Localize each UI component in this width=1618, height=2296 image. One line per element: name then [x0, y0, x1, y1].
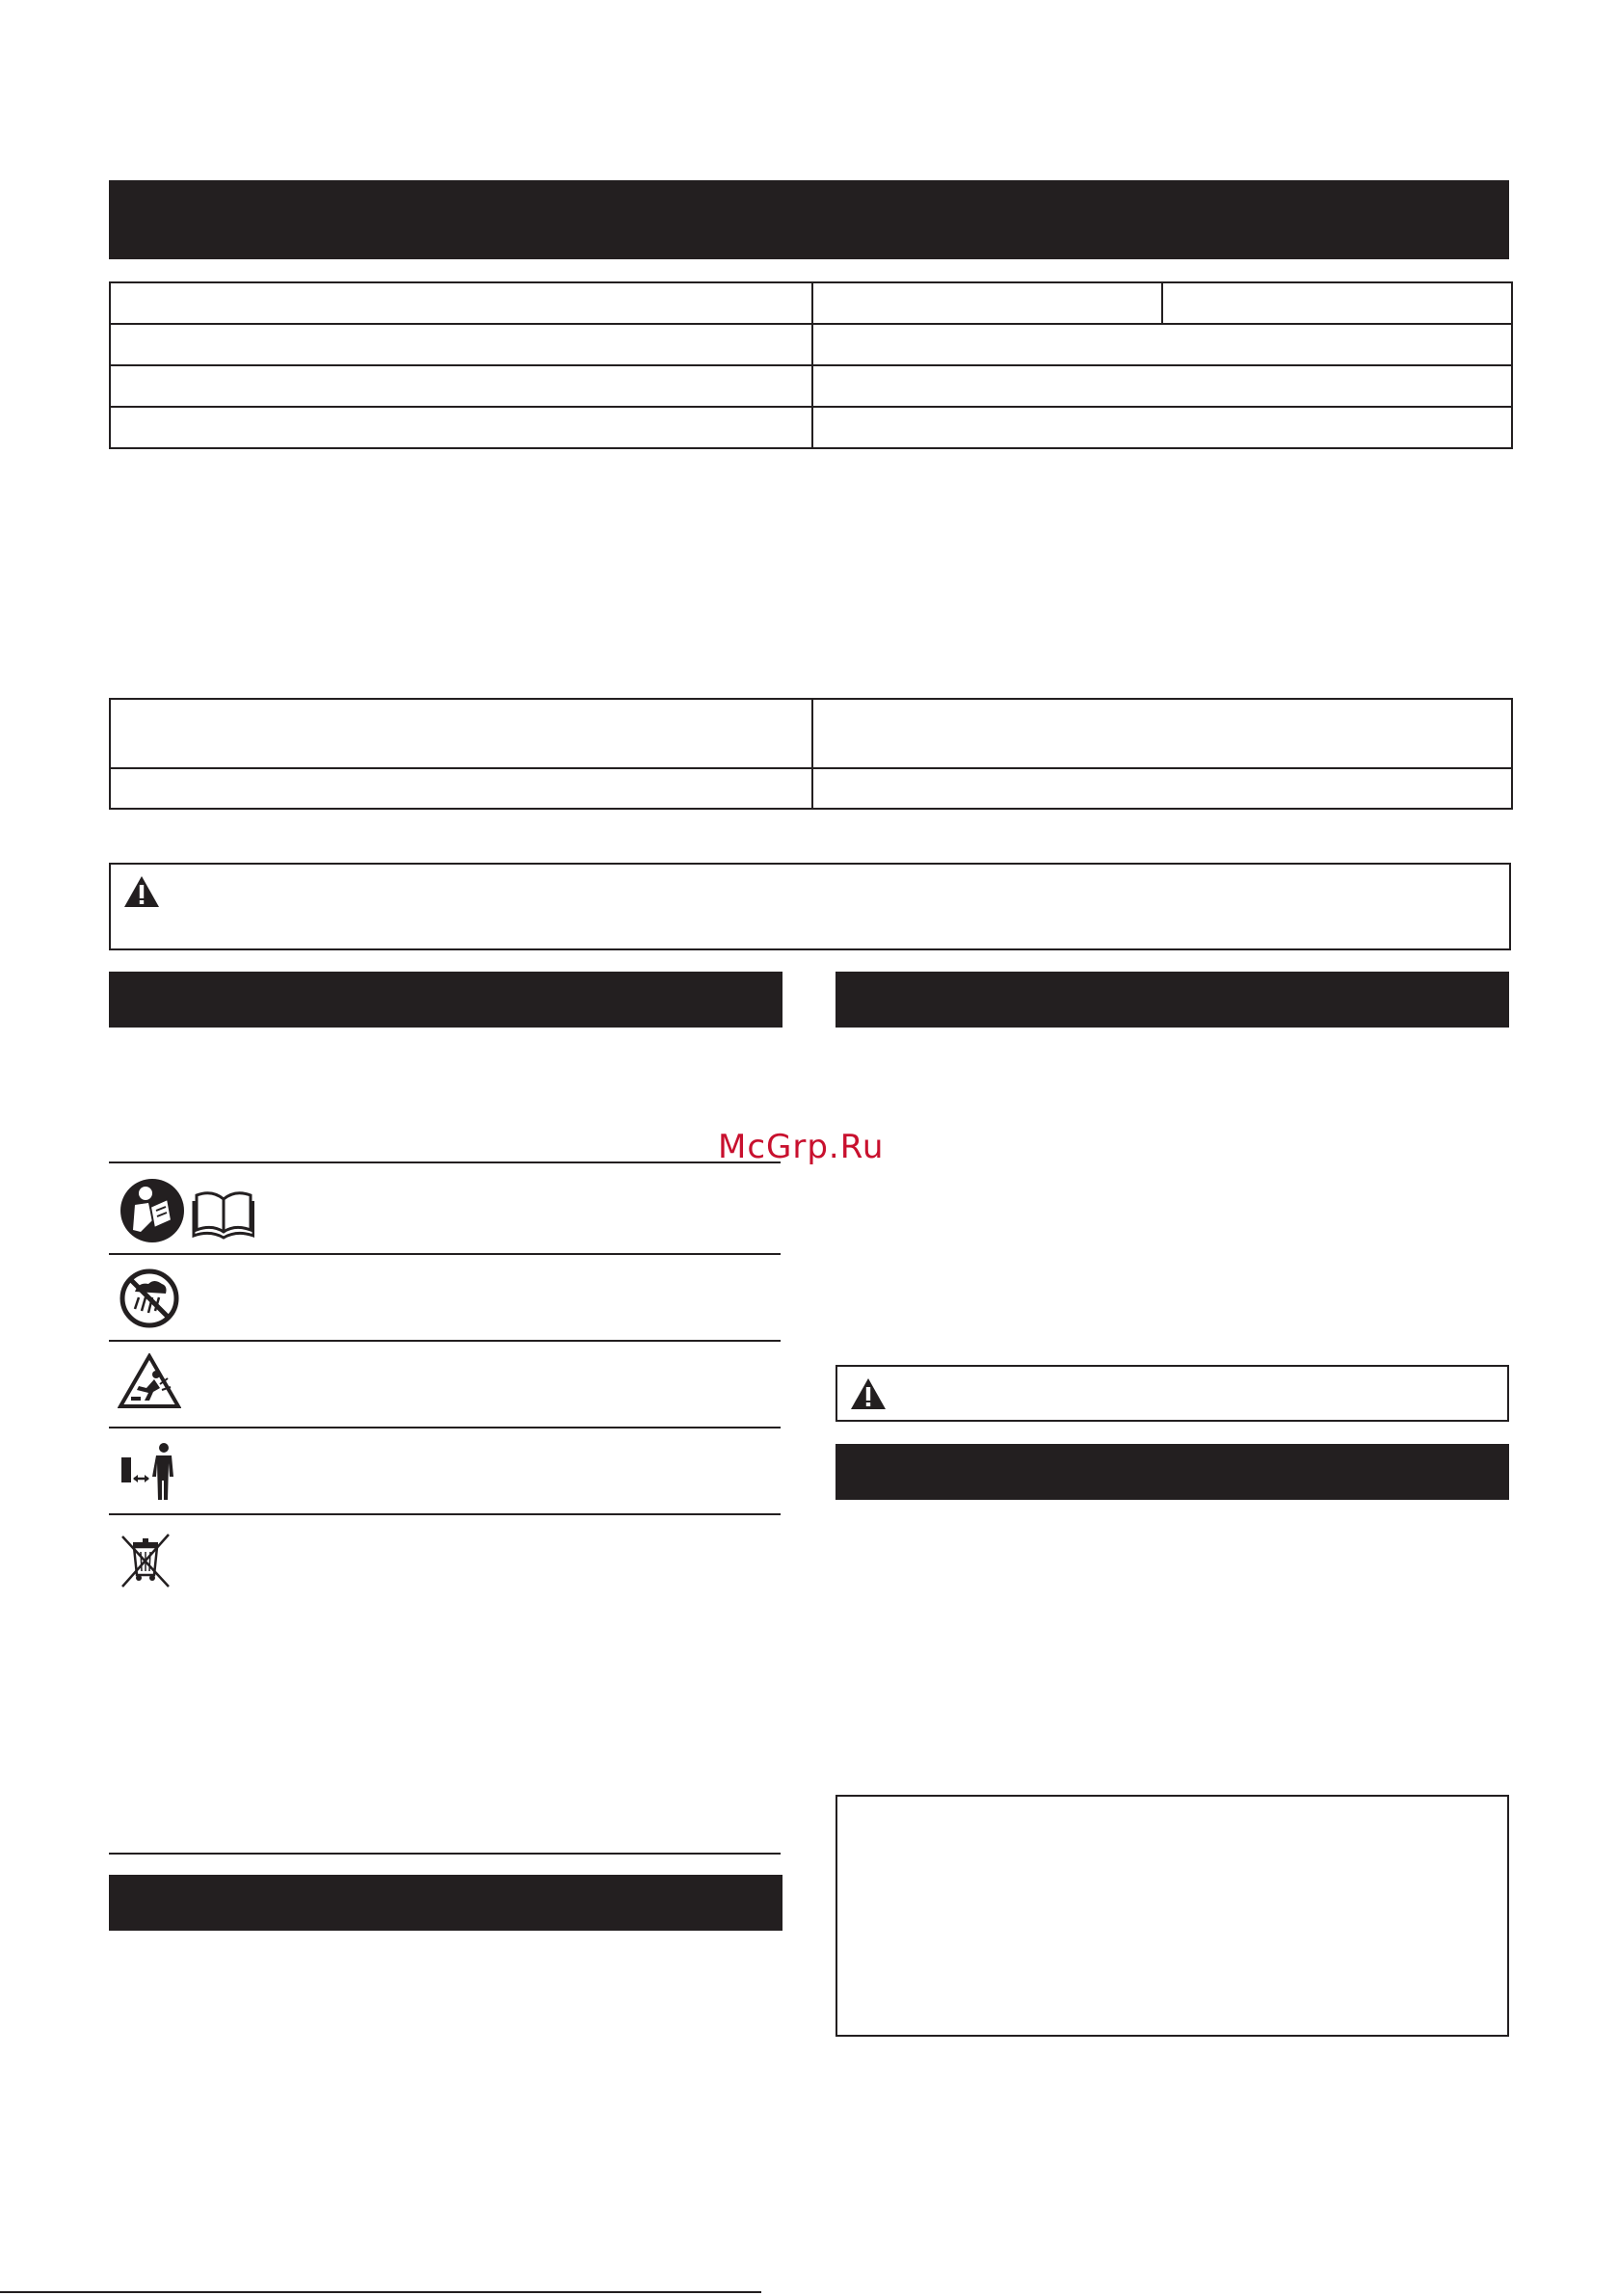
- flying-debris-warning-icon: [118, 1353, 181, 1409]
- symbols-heading-bar: [109, 972, 782, 1028]
- note-box: [836, 1795, 1509, 2037]
- specifications-table: [109, 281, 1513, 449]
- symbol-divider: [109, 1340, 781, 1342]
- crossed-out-wheelie-bin-icon: [119, 1531, 173, 1590]
- table-row: [110, 768, 1512, 809]
- intended-use-heading-bar: [836, 972, 1509, 1028]
- specifications-heading-bar: [109, 180, 1509, 259]
- table-row: [110, 282, 1512, 324]
- warning-triangle-icon: [849, 1376, 888, 1411]
- warning-box: [109, 863, 1511, 950]
- symbol-divider: [109, 1513, 781, 1515]
- watermark: McGrp.Ru: [718, 1128, 885, 1166]
- noise-heading-bar: [836, 1444, 1509, 1500]
- table-row: [110, 324, 1512, 365]
- footer-rule: [0, 2291, 761, 2293]
- symbol-divider: [109, 1161, 781, 1163]
- symbol-divider: [109, 1853, 781, 1855]
- table-row: [110, 407, 1512, 448]
- noise-table: [109, 698, 1513, 810]
- safety-warnings-heading-bar: [109, 1875, 782, 1931]
- keep-bystanders-away-icon: [119, 1440, 181, 1502]
- warning-triangle-icon: [122, 874, 161, 909]
- symbol-divider: [109, 1253, 781, 1255]
- do-not-expose-to-rain-icon: [119, 1268, 179, 1328]
- table-row: [110, 365, 1512, 407]
- table-row: [110, 699, 1512, 768]
- caution-box: [836, 1365, 1509, 1422]
- symbol-divider: [109, 1427, 781, 1428]
- read-manual-icon: [119, 1178, 254, 1243]
